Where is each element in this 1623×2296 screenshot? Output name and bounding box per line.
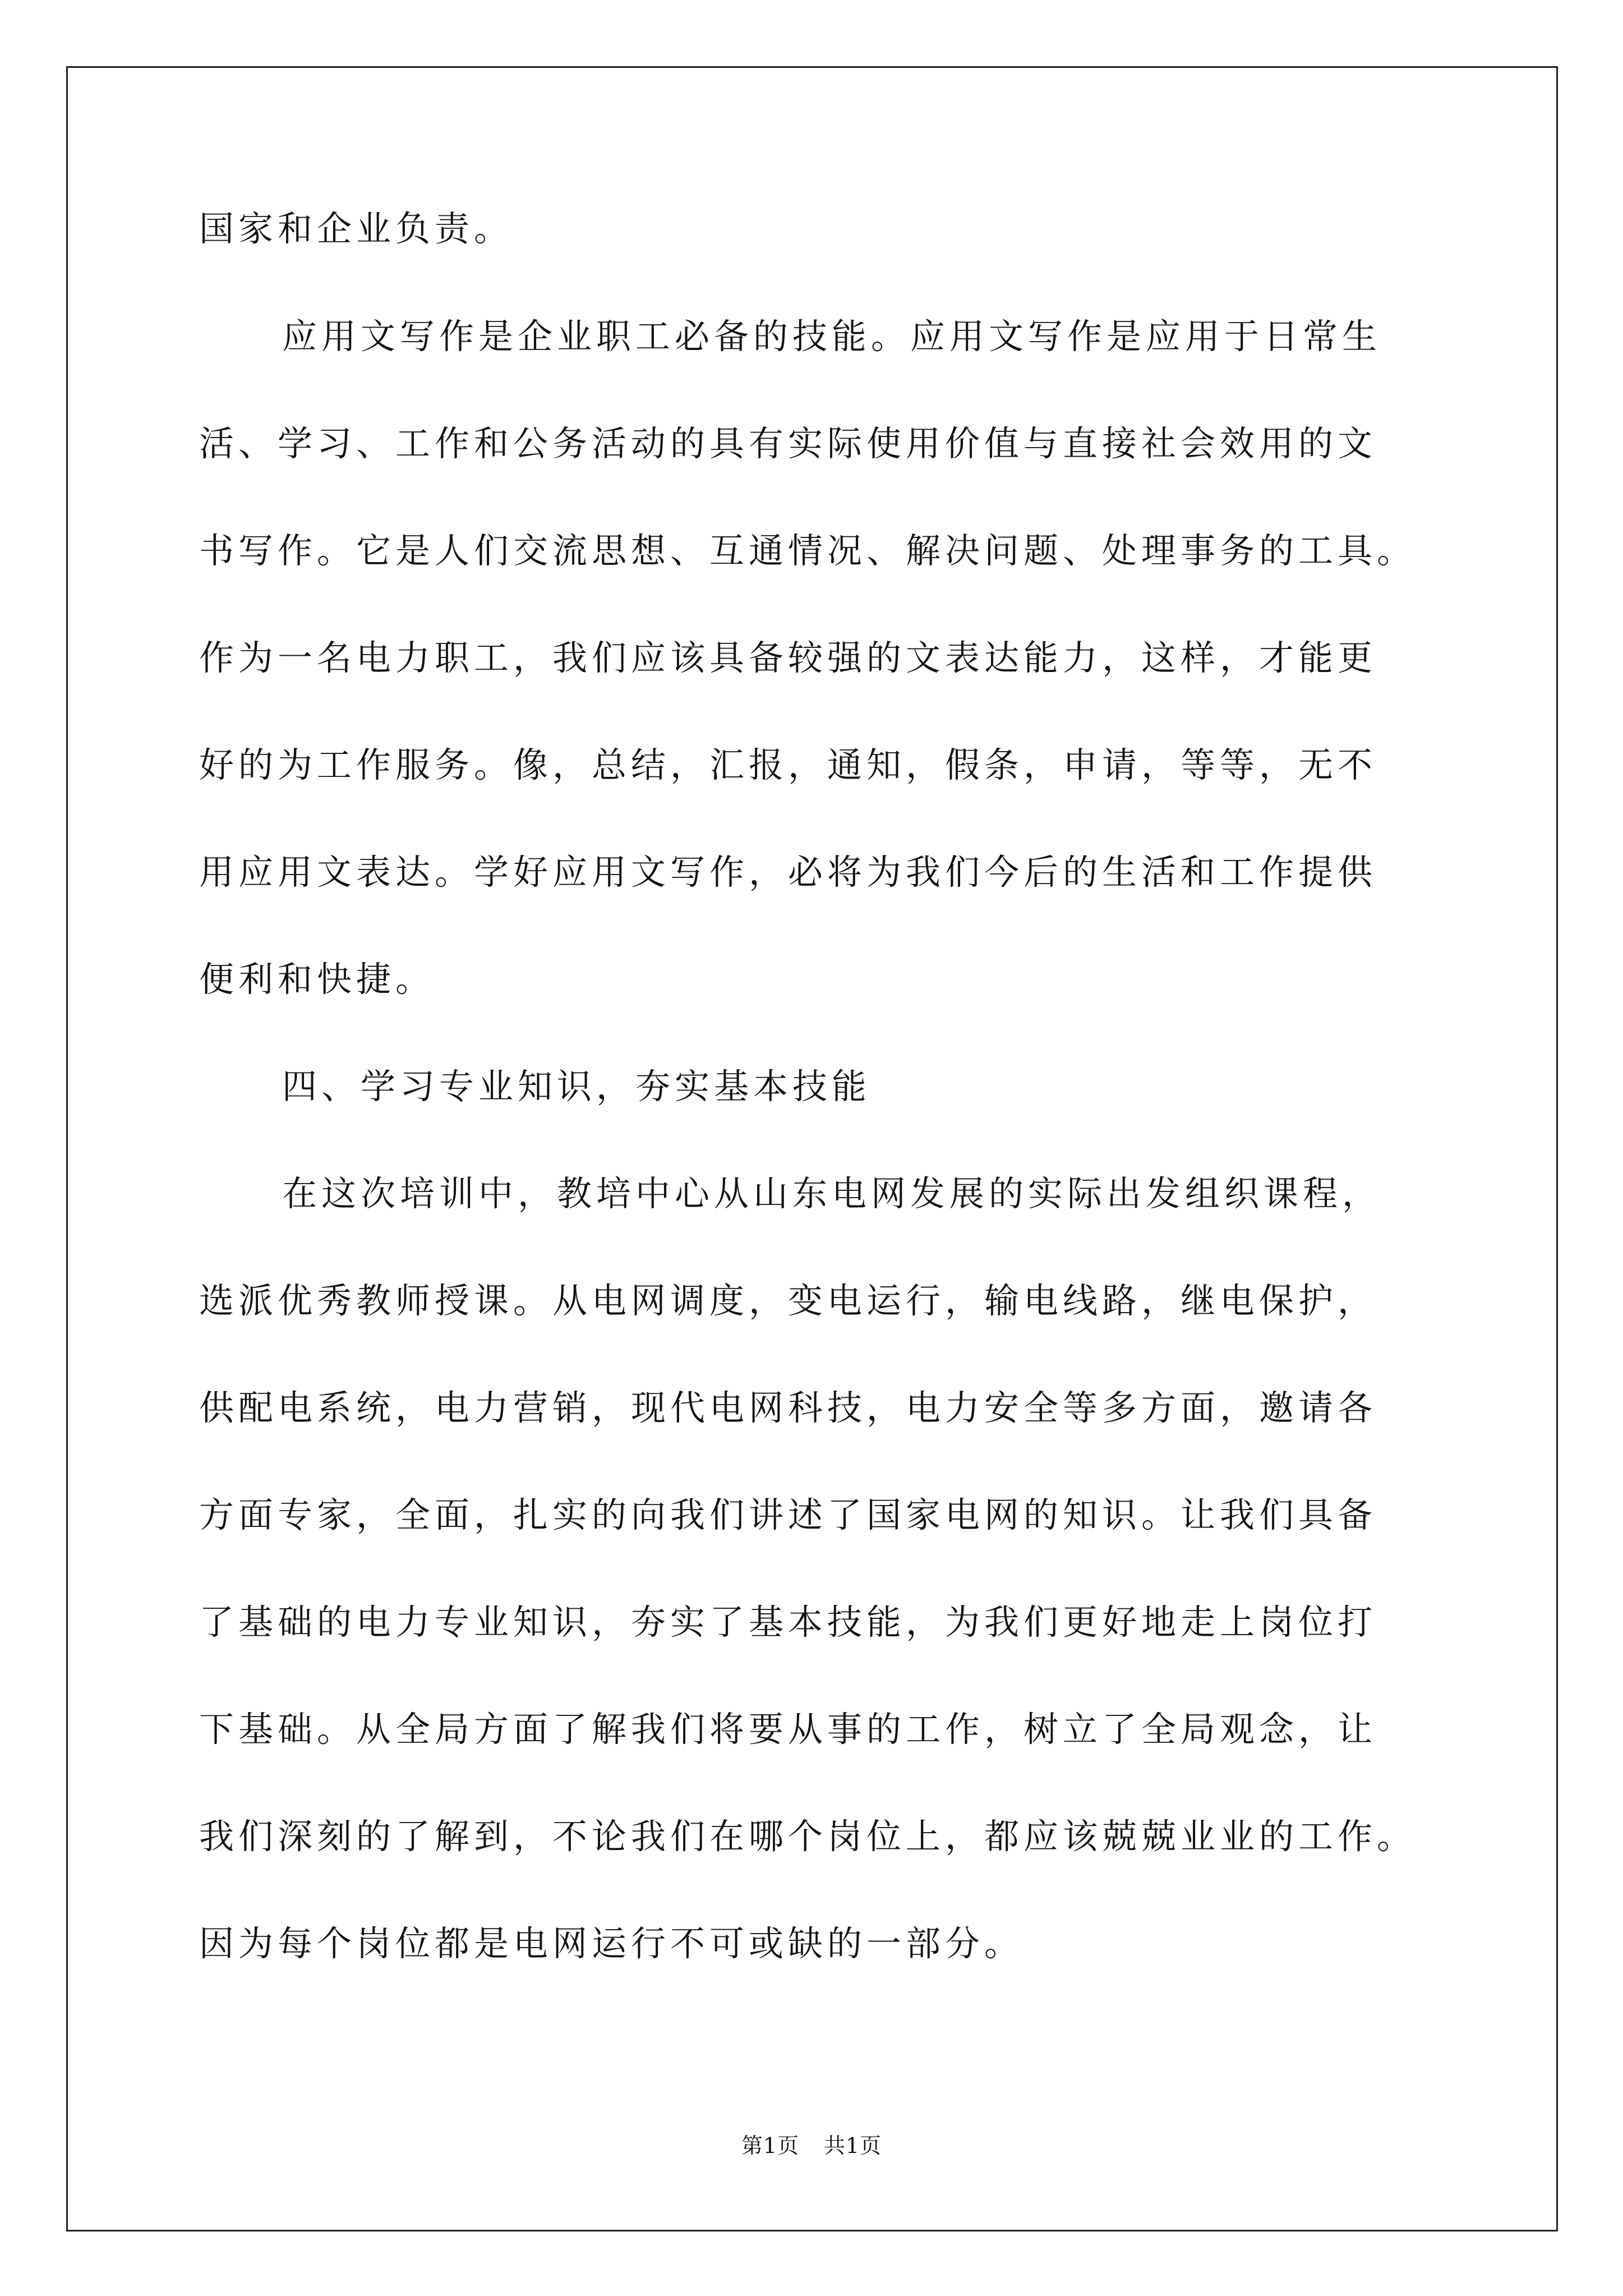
body-line: 好的为工作服务。像，总结，汇报，通知，假条，申请，等等，无不 <box>199 744 1377 785</box>
body-line: 国家和企业负责。 <box>199 208 514 249</box>
body-line: 我们深刻的了解到，不论我们在哪个岗位上，都应该兢兢业业的工作。 <box>199 1816 1417 1857</box>
body-line: 应用文写作是企业职工必备的技能。应用文写作是应用于日常生 <box>282 316 1382 357</box>
page-number: 第1页 <box>741 2133 799 2158</box>
section-heading: 四、学习专业知识，夯实基本技能 <box>282 1066 872 1107</box>
body-line: 便利和快捷。 <box>199 959 435 1000</box>
body-line: 用应用文表达。学好应用文写作，必将为我们今后的生活和工作提供 <box>199 852 1377 892</box>
page-border <box>66 66 1558 2231</box>
body-line: 供配电系统，电力营销，现代电网科技，电力安全等多方面，邀请各 <box>199 1387 1377 1428</box>
body-line: 选派优秀教师授课。从电网调度，变电运行，输电线路，继电保护， <box>199 1280 1377 1321</box>
body-line: 在这次培训中，教培中心从山东电网发展的实际出发组织课程， <box>282 1173 1382 1214</box>
page-total: 共1页 <box>824 2133 882 2158</box>
body-line: 作为一名电力职工，我们应该具备较强的文表达能力，这样，才能更 <box>199 637 1377 678</box>
body-line: 方面专家，全面，扎实的向我们讲述了国家电网的知识。让我们具备 <box>199 1494 1377 1535</box>
page-footer <box>0 2132 1623 2160</box>
body-line: 下基础。从全局方面了解我们将要从事的工作，树立了全局观念，让 <box>199 1709 1377 1750</box>
body-line: 活、学习、工作和公务活动的具有实际使用价值与直接社会效用的文 <box>199 423 1377 464</box>
body-line: 书写作。它是人们交流思想、互通情况、解决问题、处理事务的工具。 <box>199 530 1417 571</box>
body-line: 因为每个岗位都是电网运行不可或缺的一部分。 <box>199 1923 1024 1964</box>
body-line: 了基础的电力专业知识，夯实了基本技能，为我们更好地走上岗位打 <box>199 1602 1377 1642</box>
